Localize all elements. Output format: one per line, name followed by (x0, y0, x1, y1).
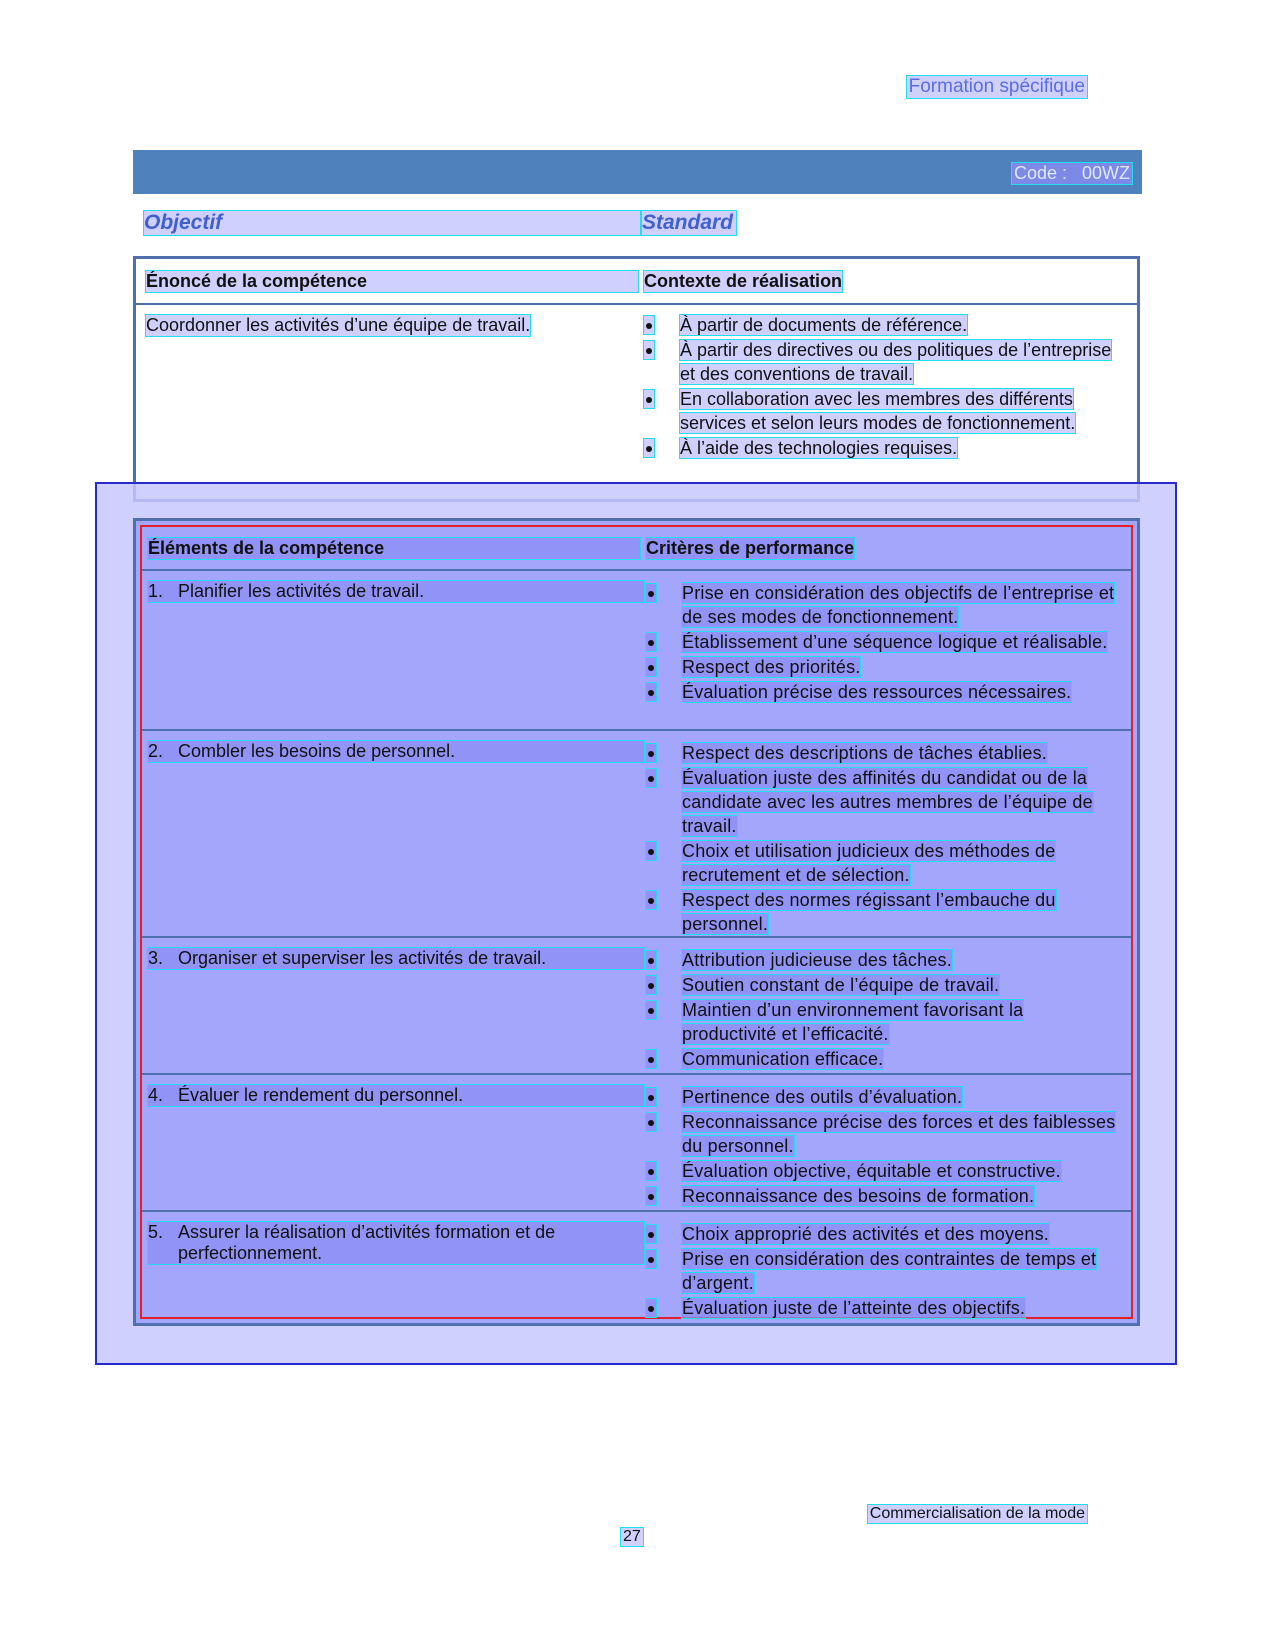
list-item: Respect des descriptions de tâches établies. (646, 741, 1116, 765)
code-label: Code : 00WZ (1013, 163, 1130, 183)
element-text: 4. Évaluer le rendement du personnel. (148, 1085, 644, 1106)
list-item: À partir de documents de référence. (644, 313, 1114, 337)
bullet-icon (646, 1162, 656, 1180)
list-item: Évaluation précise des ressources nécessaires. (646, 680, 1116, 704)
table-row (142, 1075, 1131, 1212)
list-item: Évaluation juste de l’atteinte des objectifs. (646, 1296, 1116, 1320)
list-item: Évaluation objective, équitable et constructive. (646, 1159, 1116, 1183)
list-item: À partir des directives ou des politiques de l’entreprise et des conventions de travail. (644, 338, 1114, 386)
standard-heading: Standard (642, 211, 736, 235)
list-item: Prise en considération des contraintes de temps et d’argent. (646, 1247, 1116, 1295)
list-item: Soutien constant de l’équipe de travail. (646, 973, 1116, 997)
bullet-icon (644, 439, 654, 457)
competence-statement: Coordonner les activités d’une équipe de travail. (146, 315, 531, 335)
list-item: Choix et utilisation judicieux des méthodes de recrutement et de sélection. (646, 839, 1116, 887)
bullet-icon (646, 658, 656, 676)
bullet-icon (646, 1225, 656, 1243)
list-item: Respect des priorités. (646, 655, 1116, 679)
element-text: 2. Combler les besoins de personnel. (148, 741, 644, 762)
bullet-icon (646, 744, 656, 762)
bullet-icon (646, 1299, 656, 1317)
list-item: Reconnaissance précise des forces et des faiblesses du personnel. (646, 1110, 1116, 1158)
objective-heading: Objectif (144, 211, 640, 235)
list-item: Établissement d’une séquence logique et réalisable. (646, 630, 1116, 654)
context-list (644, 313, 1114, 461)
bullet-icon (644, 341, 654, 359)
criteria-list (646, 581, 1116, 705)
bullet-icon (644, 390, 654, 408)
bullet-icon (646, 891, 656, 909)
elements-table-selection (140, 525, 1133, 1319)
table-row (142, 731, 1131, 938)
running-header: Formation spécifique (908, 76, 1085, 97)
criteria-list (646, 1222, 1116, 1321)
bullet-icon (646, 769, 656, 787)
criteria-list (646, 741, 1116, 937)
list-item: Évaluation juste des affinités du candidat ou de la candidate avec les autres membres de l’équipe de travail. (646, 766, 1116, 838)
bullet-icon (646, 683, 656, 701)
bullet-icon (646, 976, 656, 994)
list-item: Choix approprié des activités et des moyens. (646, 1222, 1116, 1246)
list-item: Reconnaissance des besoins de formation. (646, 1184, 1116, 1208)
bullet-icon (646, 842, 656, 860)
objective-table-header (136, 259, 1137, 305)
list-item: Communication efficace. (646, 1047, 1116, 1071)
elements-header: Éléments de la compétence (148, 538, 640, 559)
list-item: Maintien d’un environnement favorisant la productivité et l’efficacité. (646, 998, 1116, 1046)
footer-program: Commercialisation de la mode (869, 1505, 1085, 1522)
element-text: 5. Assurer la réalisation d’activités formation et de perfectionnement. (148, 1222, 644, 1264)
table-row (142, 1212, 1131, 1322)
competence-statement-header: Énoncé de la compétence (146, 271, 638, 292)
context-header: Contexte de réalisation (644, 271, 843, 291)
bullet-icon (646, 1001, 656, 1019)
objective-table (133, 256, 1140, 502)
bullet-icon (646, 1187, 656, 1205)
bullet-icon (646, 1113, 656, 1131)
element-text: 1. Planifier les activités de travail. (148, 581, 644, 602)
elements-table (133, 518, 1140, 1326)
list-item: Pertinence des outils d’évaluation. (646, 1085, 1116, 1109)
bullet-icon (646, 951, 656, 969)
bullet-icon (646, 1250, 656, 1268)
list-item: En collaboration avec les membres des différents services et selon leurs modes de fonctionnement. (644, 387, 1114, 435)
element-text: 3. Organiser et superviser les activités de travail. (148, 948, 644, 969)
page-number: 27 (623, 1528, 641, 1545)
table-row (142, 938, 1131, 1075)
bullet-icon (646, 1088, 656, 1106)
bullet-icon (646, 1050, 656, 1068)
bullet-icon (644, 316, 654, 334)
list-item: À l’aide des technologies requises. (644, 436, 1114, 460)
list-item: Attribution judicieuse des tâches. (646, 948, 1116, 972)
bullet-icon (646, 584, 656, 602)
list-item: Prise en considération des objectifs de l’entreprise et de ses modes de fonctionnement. (646, 581, 1116, 629)
criteria-list (646, 1085, 1116, 1209)
bullet-icon (646, 633, 656, 651)
list-item: Respect des normes régissant l’embauche du personnel. (646, 888, 1116, 936)
code-banner (133, 150, 1142, 194)
table-row (142, 571, 1131, 731)
elements-table-header (142, 527, 1131, 571)
criteria-list (646, 948, 1116, 1072)
criteria-header: Critères de performance (646, 538, 855, 558)
